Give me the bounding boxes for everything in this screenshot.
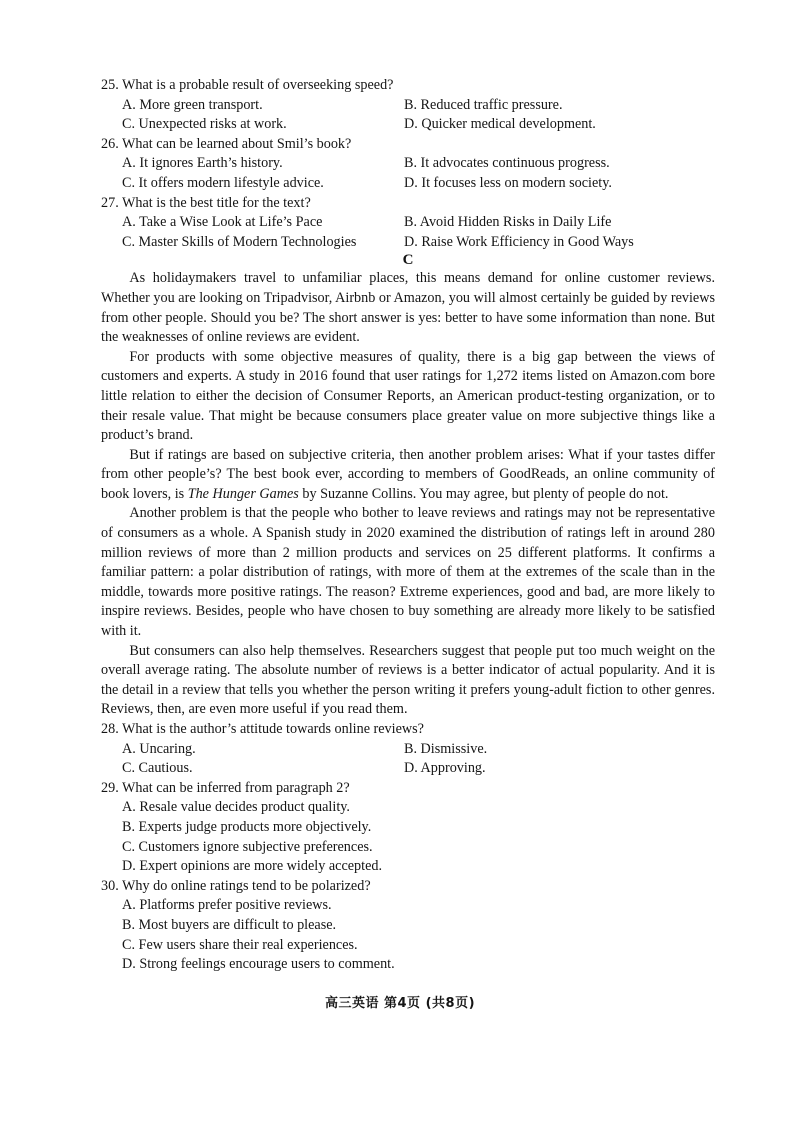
passage-paragraph-2: For products with some objective measures of quality, there is a big gap between the views of customers and experts. A study in 2016 found that user ratings for 1,272 items listed on Amazon.com bore little relation to either the decision of Consumer Reports, an American product-testing organization, or to their resale value. That might be because consumers place greater value on more subjective things like a product’s brand.	[101, 348, 715, 444]
option-b: B. It advocates continuous progress.	[404, 155, 610, 172]
option-c: C. Few users share their real experiences.	[122, 936, 358, 953]
book-title: The Hunger Games	[187, 485, 299, 502]
option-d: D. Strong feelings encourage users to comment.	[122, 956, 395, 973]
option-b: B. Most buyers are difficult to please.	[122, 916, 337, 933]
option-a: A. Take a Wise Look at Life’s Pace	[122, 214, 323, 231]
option-b: B. Dismissive.	[404, 740, 488, 757]
option-c: C. Master Skills of Modern Technologies	[122, 233, 357, 250]
answer-options	[101, 154, 715, 193]
option-a: A. Uncaring.	[122, 740, 196, 757]
paragraph-text: by Suzanne Collins. You may agree, but plenty of people do not.	[298, 485, 669, 502]
passage-paragraph-4: Another problem is that the people who bother to leave reviews and ratings may not be representative of consumers as a whole. A Spanish study in 2020 examined the distribution of ratings left in around 280 million reviews of more than 2 million products and services on 25 different platforms. It confirms a familiar pattern: a polar distribution of ratings, with more of them at the extremes of the scale than in the middle, towards more positive ratings. The reason? Extreme experiences, good and bad, are more likely to inspire reviews. Besides, people who have chosen to buy something are already more likely to be satisfied with it.	[101, 505, 715, 640]
answer-options	[101, 798, 715, 876]
answer-options	[101, 740, 715, 779]
option-d: D. Raise Work Efficiency in Good Ways	[404, 233, 634, 250]
question-27	[101, 194, 715, 253]
option-d: D. Expert opinions are more widely accepted.	[122, 858, 383, 875]
option-c: C. Customers ignore subjective preferences.	[122, 838, 373, 855]
option-b: B. Experts judge products more objectively.	[122, 818, 372, 835]
question-25	[101, 76, 715, 135]
question-29	[101, 779, 715, 877]
option-a: A. Resale value decides product quality.	[122, 799, 350, 816]
option-a: A. Platforms prefer positive reviews.	[122, 897, 332, 914]
answer-options	[101, 213, 715, 252]
answer-options	[101, 96, 715, 135]
answer-options	[101, 896, 715, 974]
option-b: B. Avoid Hidden Risks in Daily Life	[404, 214, 612, 231]
passage-paragraph-1: As holidaymakers travel to unfamiliar places, this means demand for online customer reviews. Whether you are looking on Tripadvisor, Airbnb or Amazon, you will almost certainly be guided by reviews from other people. Should you be? The short answer is yes: better to have some information than none. But the weaknesses of online reviews are evident.	[101, 270, 715, 346]
page-footer: 高三英语 第4页 (共8页)	[324, 996, 476, 1011]
question-stem: 30. Why do online ratings tend to be polarized?	[101, 877, 371, 894]
option-b: B. Reduced traffic pressure.	[404, 96, 563, 113]
option-d: D. Approving.	[404, 760, 486, 777]
question-stem: 28. What is the author’s attitude towards online reviews?	[101, 721, 424, 737]
option-c: C. Unexpected risks at work.	[122, 116, 287, 133]
question-stem: 26. What can be learned about Smil’s book?	[101, 135, 352, 152]
passage-paragraph-5: But consumers can also help themselves. Researchers suggest that people put too much weight on the overall average rating. The absolute number of reviews is a better indicator of actual popularity. And it is the detail in a review that tells you whether the person writing it prefers young-adult fiction to other genres. Reviews, then, are even more useful if you read them.	[101, 642, 715, 718]
option-d: D. Quicker medical development.	[404, 116, 596, 133]
question-stem: 27. What is the best title for the text?	[101, 194, 311, 211]
option-c: C. It offers modern lifestyle advice.	[122, 174, 324, 191]
question-stem: 29. What can be inferred from paragraph 2?	[101, 779, 350, 796]
option-a: A. It ignores Earth’s history.	[122, 155, 283, 172]
option-c: C. Cautious.	[122, 760, 193, 777]
question-stem: 25. What is a probable result of overseeking speed?	[101, 77, 394, 93]
question-28	[101, 720, 715, 779]
section-heading: C	[402, 252, 414, 269]
reading-passage	[101, 269, 715, 720]
passage-paragraph-3	[101, 446, 715, 505]
option-a: A. More green transport.	[122, 96, 263, 113]
question-26	[101, 135, 715, 194]
option-d: D. It focuses less on modern society.	[404, 174, 612, 191]
exam-page	[101, 76, 715, 975]
paragraph-text: But if ratings are based on subjective criteria, then another problem arises: What if your tastes differ from other people’s? The best book ever, according to members of GoodReads, an online community of book lovers, is	[101, 446, 715, 502]
question-30	[101, 877, 715, 975]
